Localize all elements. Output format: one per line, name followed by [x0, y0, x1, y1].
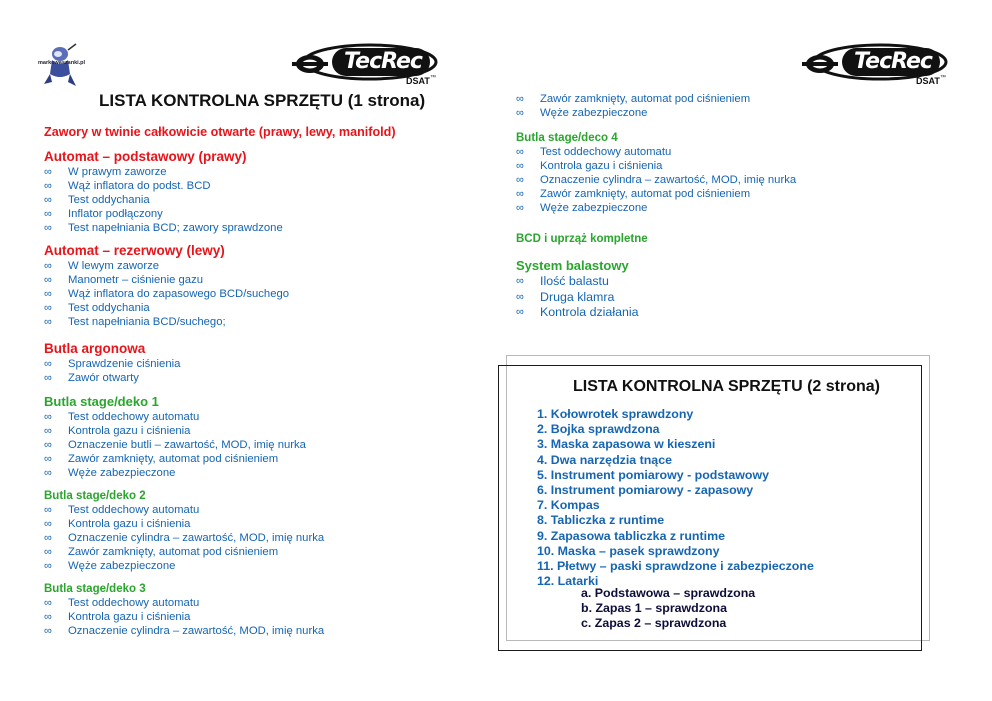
list-item-text: Kontrola gazu i ciśnienia [68, 611, 191, 623]
infinity-bullet-icon: ∞ [44, 302, 52, 314]
infinity-bullet-icon: ∞ [44, 560, 52, 572]
checklist-item [40, 221, 464, 235]
list-item-text: Test oddychania [68, 302, 150, 314]
checklist-item [40, 301, 464, 315]
list-item-text: W lewym zaworze [68, 260, 160, 272]
checklist-item [40, 179, 464, 193]
list-item-text: Test oddechowy automatu [68, 597, 200, 609]
checklist-section [44, 124, 464, 140]
list-item-text: Węże zabezpieczone [68, 467, 176, 479]
checklist-item [40, 610, 464, 624]
infinity-bullet-icon: ∞ [516, 93, 524, 105]
sub-item: b. Zapas 1 – sprawdzona [581, 601, 727, 615]
numbered-item: 7. Kompas [537, 498, 600, 513]
infinity-bullet-icon: ∞ [44, 208, 52, 220]
checklist-item [512, 159, 796, 173]
infinity-bullet-icon: ∞ [44, 222, 52, 234]
infinity-bullet-icon: ∞ [44, 611, 52, 623]
section-heading: Butla stage/deko 1 [44, 394, 159, 409]
checklist-section [44, 148, 464, 235]
ballast-items-list [512, 274, 639, 321]
checklist-item [40, 410, 464, 424]
list-item-text: Węże zabezpieczone [540, 107, 648, 119]
sub-item: a. Podstawowa – sprawdzona [581, 586, 756, 600]
infinity-bullet-icon: ∞ [516, 306, 524, 318]
list-item-text: Test napełniania BCD; zawory sprawdzone [68, 222, 283, 234]
sub-item: c. Zapas 2 – sprawdzona [581, 616, 727, 630]
checklist-item [40, 371, 464, 385]
numbered-item: 6. Instrument pomiarowy - zapasowy [537, 483, 754, 498]
numbered-item: 1. Kołowrotek sprawdzony [537, 407, 694, 421]
checklist-item [40, 438, 464, 452]
checklist-item [40, 503, 464, 517]
checklist-item [40, 517, 464, 531]
list-item-text: Zawór zamknięty, automat pod ciśnieniem [540, 93, 751, 105]
infinity-bullet-icon: ∞ [44, 274, 52, 286]
checklist-item [40, 357, 464, 371]
section-items [40, 357, 464, 385]
checklist-item [512, 187, 796, 201]
checklist-item [512, 201, 796, 215]
list-item-text: Zawór zamknięty, automat pod ciśnieniem [540, 188, 751, 200]
list-item-text: Zawór otwarty [68, 372, 139, 384]
list-item-text: Wąż inflatora do zapasowego BCD/suchego [68, 288, 290, 300]
infinity-bullet-icon: ∞ [516, 174, 524, 186]
continued-items-list [512, 92, 750, 120]
dsat-label: DSAT [406, 76, 430, 86]
box-sub-list [581, 586, 755, 631]
list-item-text: Oznaczenie cylindra – zawartość, MOD, imię nurka [68, 625, 325, 637]
list-item-text: Inflator podłączony [68, 208, 163, 220]
tecrec-brand: TecRec [854, 49, 932, 74]
numbered-item: 8. Tabliczka z runtime [537, 513, 665, 528]
trademark-mark: ™ [430, 75, 436, 81]
tecrec-logo-right [798, 42, 948, 88]
checklist-item [512, 106, 750, 120]
trademark-mark: ™ [940, 75, 946, 81]
infinity-bullet-icon: ∞ [516, 146, 524, 158]
numbered-item: 2. Bojka sprawdzona [537, 422, 660, 437]
infinity-bullet-icon: ∞ [516, 160, 524, 172]
checklist-item [512, 92, 750, 106]
section-heading: Zawory w twinie całkowicie otwarte (prawy, lewy, manifold) [44, 125, 396, 139]
checklist-item [40, 207, 464, 221]
checklist-section [44, 394, 464, 480]
section-items [40, 165, 464, 235]
list-item-text: Wąż inflatora do podst. BCD [68, 180, 211, 192]
numbered-item: 9. Zapasowa tabliczka z runtime [537, 528, 725, 543]
infinity-bullet-icon: ∞ [44, 518, 52, 530]
dsat-label: DSAT [916, 76, 940, 86]
infinity-bullet-icon: ∞ [44, 372, 52, 384]
checklist-box [498, 365, 922, 651]
checklist-item [40, 273, 464, 287]
checklist-item [512, 173, 796, 187]
numbered-item: 4. Dwa narzędzia tnące [537, 452, 672, 467]
infinity-bullet-icon: ∞ [44, 288, 52, 300]
list-item-text: Oznaczenie cylindra – zawartość, MOD, imię nurka [540, 174, 797, 186]
list-item-text: Oznaczenie butli – zawartość, MOD, imię nurka [68, 439, 306, 451]
checklist-item [40, 193, 464, 207]
list-item-text: Kontrola gazu i ciśnienia [68, 518, 191, 530]
infinity-bullet-icon: ∞ [44, 316, 52, 328]
infinity-bullet-icon: ∞ [44, 439, 52, 451]
section-items [40, 410, 464, 480]
section-items [40, 596, 464, 638]
list-item-text: Kontrola gazu i ciśnienia [540, 160, 663, 172]
tecrec-brand: TecRec [344, 49, 422, 74]
page1-title: LISTA KONTROLNA SPRZĘTU (1 strona) [99, 91, 426, 110]
checklist-section [44, 340, 464, 385]
numbered-item: 11. Płetwy – paski sprawdzone i zabezpieczone [537, 559, 814, 574]
checklist-item [512, 145, 796, 159]
checklist-item [40, 545, 464, 559]
box-title: LISTA KONTROLNA SPRZĘTU (2 strona) [573, 378, 880, 395]
list-item-text: Test oddychania [68, 194, 150, 206]
checklist-item [40, 559, 464, 573]
infinity-bullet-icon: ∞ [44, 260, 52, 272]
checklist-section [44, 489, 464, 573]
list-item-text: Test oddechowy automatu [540, 146, 672, 158]
numbered-item: 5. Instrument pomiarowy - podstawowy [537, 467, 770, 482]
box-numbered-list [537, 407, 814, 589]
infinity-bullet-icon: ∞ [44, 546, 52, 558]
infinity-bullet-icon: ∞ [44, 504, 52, 516]
checklist-item [40, 259, 464, 273]
checklist-item [40, 287, 464, 301]
mascot-caption: markowaszanki.pl [38, 60, 86, 66]
infinity-bullet-icon: ∞ [44, 358, 52, 370]
infinity-bullet-icon: ∞ [516, 275, 524, 287]
infinity-bullet-icon: ∞ [44, 467, 52, 479]
deco4-section [516, 131, 796, 215]
list-item-text: Węże zabezpieczone [540, 202, 648, 214]
infinity-bullet-icon: ∞ [44, 453, 52, 465]
infinity-bullet-icon: ∞ [516, 290, 524, 303]
list-item-text: Zawór zamknięty, automat pod ciśnieniem [68, 453, 279, 465]
section-heading: Butla argonowa [44, 341, 146, 356]
list-item-text: Druga klamra [540, 289, 615, 304]
mascot-logo [38, 40, 86, 90]
infinity-bullet-icon: ∞ [44, 411, 52, 423]
checklist-item [512, 274, 639, 290]
infinity-bullet-icon: ∞ [44, 194, 52, 206]
numbered-item: 10. Maska – pasek sprawdzony [537, 543, 720, 558]
infinity-bullet-icon: ∞ [516, 107, 524, 119]
checklist-item [40, 165, 464, 179]
list-item-text: Zawór zamknięty, automat pod ciśnieniem [68, 546, 279, 558]
infinity-bullet-icon: ∞ [516, 188, 524, 200]
section-heading: Butla stage/deko 3 [44, 583, 146, 595]
tecrec-logo-left [288, 42, 438, 88]
infinity-bullet-icon: ∞ [516, 202, 524, 214]
list-item-text: Test napełniania BCD/suchego; [68, 316, 226, 328]
infinity-bullet-icon: ∞ [44, 625, 52, 637]
section-heading: Automat – podstawowy (prawy) [44, 149, 247, 164]
infinity-bullet-icon: ∞ [44, 166, 52, 178]
checklist-item [40, 624, 464, 638]
checklist-item [40, 424, 464, 438]
page1-sections [44, 124, 464, 638]
section-heading: Butla stage/deko 2 [44, 490, 146, 502]
list-item-text: Węże zabezpieczone [68, 560, 176, 572]
checklist-item [512, 305, 639, 321]
bcd-heading: BCD i uprząż kompletne [516, 233, 648, 245]
list-item-text: Kontrola działania [540, 305, 639, 319]
list-item-text: Test oddechowy automatu [68, 411, 200, 423]
checklist-item [40, 531, 464, 545]
list-item-text: Oznaczenie cylindra – zawartość, MOD, imię nurka [68, 532, 325, 544]
infinity-bullet-icon: ∞ [44, 597, 52, 609]
checklist-item [40, 315, 464, 329]
checklist-section [44, 242, 464, 329]
list-item-text: Sprawdzenie ciśnienia [68, 358, 181, 370]
section-heading: Butla stage/deco 4 [516, 132, 618, 144]
list-item-text: Test oddechowy automatu [68, 504, 200, 516]
section-items [40, 259, 464, 329]
section-items [40, 503, 464, 573]
checklist-item [40, 452, 464, 466]
infinity-bullet-icon: ∞ [44, 425, 52, 437]
checklist-item [40, 466, 464, 480]
list-item-text: Ilość balastu [540, 274, 609, 288]
list-item-text: W prawym zaworze [68, 166, 167, 178]
infinity-bullet-icon: ∞ [44, 532, 52, 544]
section-items [512, 145, 796, 215]
numbered-item: 3. Maska zapasowa w kieszeni [537, 437, 716, 452]
checklist-item [512, 290, 639, 306]
numbered-item: 12. Latarki [537, 574, 599, 589]
list-item-text: Manometr – ciśnienie gazu [68, 274, 204, 286]
checklist-section [44, 582, 464, 638]
ballast-heading: System balastowy [516, 258, 629, 273]
checklist-item [40, 596, 464, 610]
infinity-bullet-icon: ∞ [44, 180, 52, 192]
section-heading: Automat – rezerwowy (lewy) [44, 243, 225, 258]
list-item-text: Kontrola gazu i ciśnienia [68, 425, 191, 437]
